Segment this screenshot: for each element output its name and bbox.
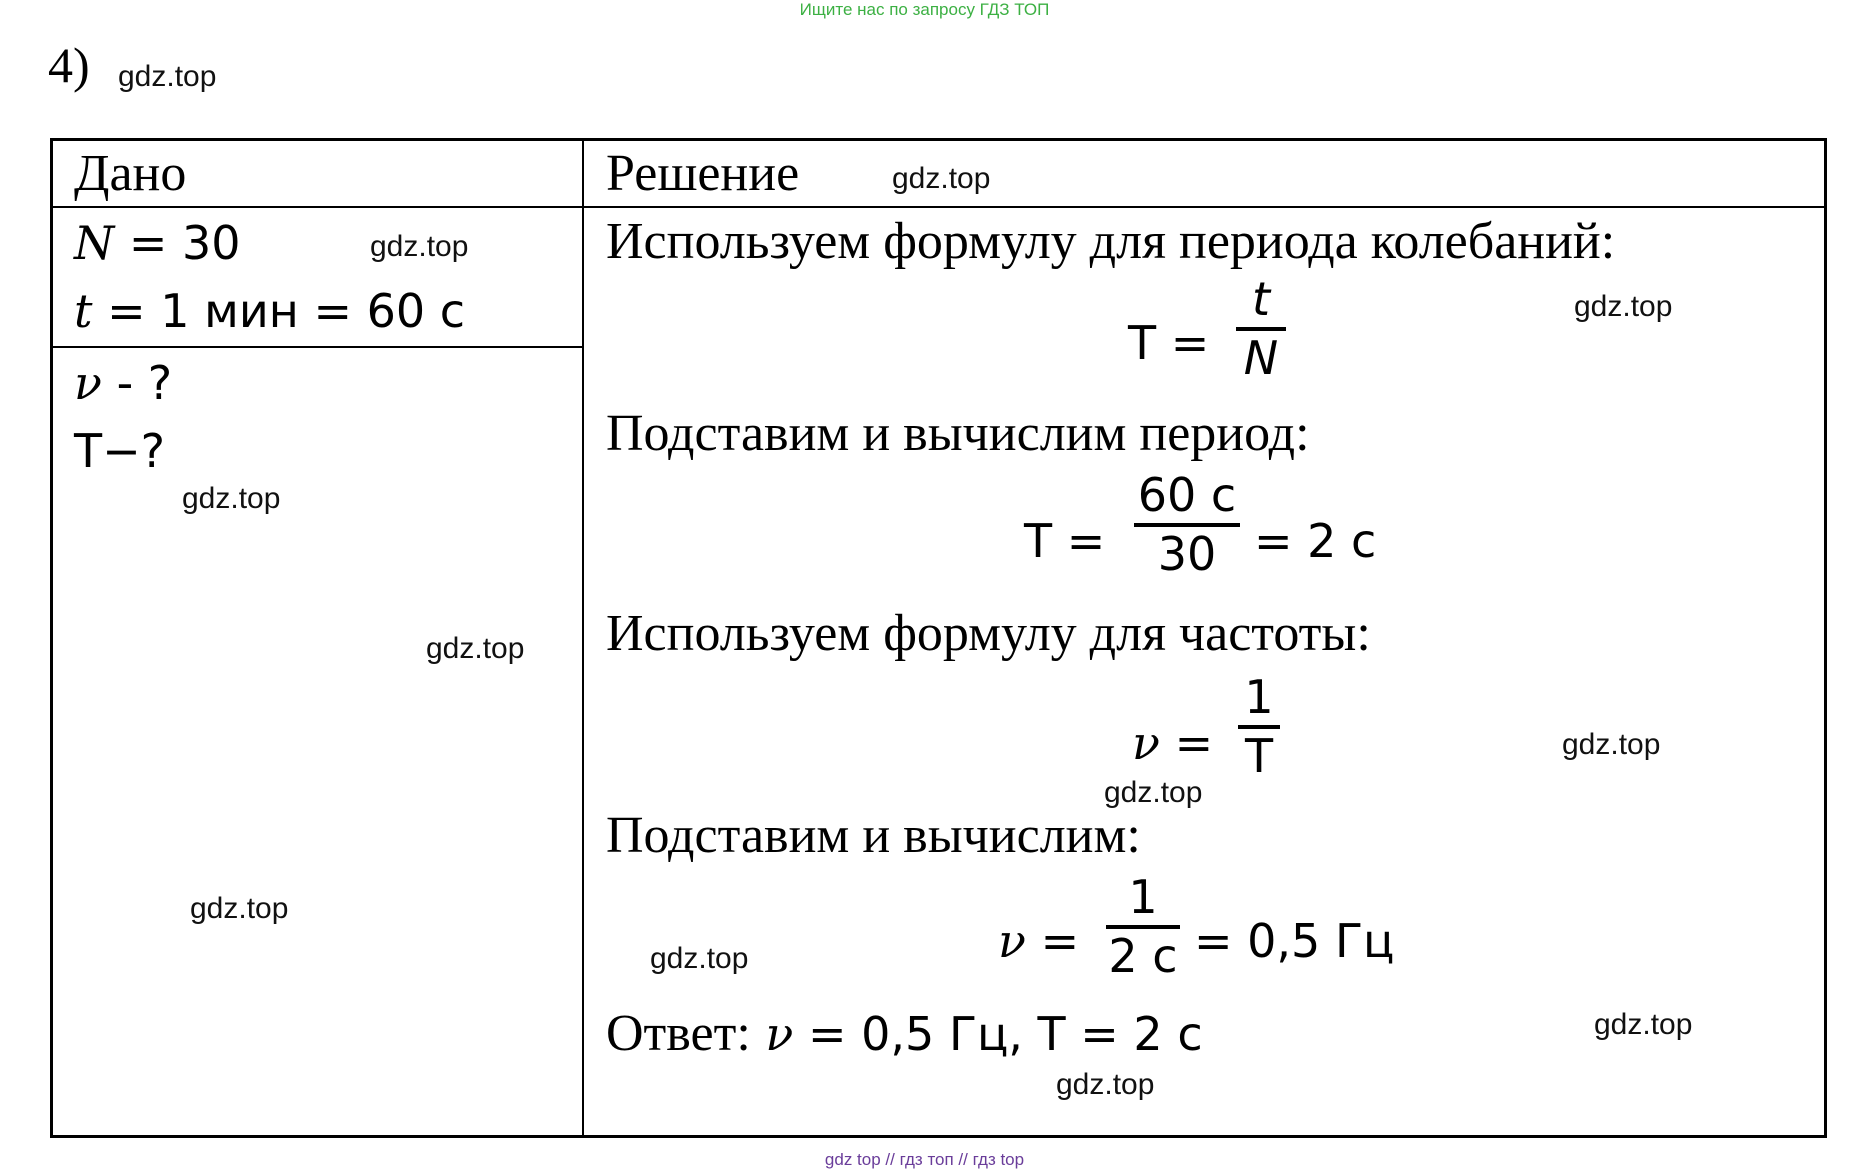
solution-line-4: Подставим и вычислим: [606, 807, 1141, 864]
table-header-divider [50, 206, 1827, 208]
fraction-bar [1134, 523, 1240, 527]
t-variable: t [74, 284, 93, 338]
formula-1-denominator: N [1243, 330, 1279, 385]
watermark: gdz.top [650, 942, 749, 975]
nu-variable: ν [765, 1007, 794, 1061]
watermark: gdz.top [370, 230, 469, 263]
formula-1-lhs: T = [1128, 316, 1210, 370]
equals-sign: = [1025, 914, 1080, 968]
table-left-border [50, 138, 53, 1138]
equals-sign: = [1159, 716, 1214, 770]
nu-variable: ν [1132, 716, 1160, 770]
solution-header: Решение [606, 145, 800, 202]
given-header: Дано [74, 145, 187, 202]
fraction-bar [1106, 925, 1180, 929]
table-bottom-border [50, 1135, 1827, 1138]
watermark: gdz.top [1574, 290, 1673, 323]
formula-4-denominator: 2 с [1108, 928, 1178, 983]
formula-4-lhs [998, 914, 1079, 968]
solution-line-3: Используем формулу для частоты: [606, 605, 1371, 662]
watermark: gdz.top [1594, 1008, 1693, 1041]
formula-3-numerator: 1 [1244, 670, 1274, 724]
formula-4-numerator: 1 [1128, 870, 1158, 924]
answer-label: Ответ: [606, 1005, 751, 1062]
formula-4-result: = 0,5 Гц [1194, 914, 1395, 968]
answer-values: = 0,5 Гц, T = 2 с [793, 1007, 1203, 1061]
given-n [74, 216, 241, 270]
fraction-bar [1236, 327, 1286, 331]
watermark: gdz.top [1104, 776, 1203, 809]
n-value: = 30 [114, 216, 241, 270]
formula-2-denominator: 30 [1157, 526, 1217, 581]
watermark: gdz.top [1056, 1068, 1155, 1101]
solution-line-2: Подставим и вычислим период: [606, 405, 1310, 462]
watermark: gdz.top [118, 60, 217, 93]
nu-variable: ν [998, 914, 1026, 968]
table-column-divider [582, 138, 584, 1138]
formula-2-numerator: 60 с [1137, 468, 1237, 522]
watermark: gdz.top [426, 632, 525, 665]
nu-question: - ? [101, 356, 173, 410]
nu-variable: ν [74, 356, 102, 410]
given-t [74, 284, 465, 338]
given-find-divider [50, 346, 583, 348]
watermark: gdz.top [1562, 728, 1661, 761]
table-right-border [1824, 138, 1827, 1138]
watermark: gdz.top [190, 892, 289, 925]
watermark: gdz.top [182, 482, 281, 515]
table-top-border [50, 138, 1827, 141]
formula-4-fraction [1106, 872, 1180, 981]
formula-3-lhs [1132, 716, 1213, 770]
formula-3-denominator: T [1244, 728, 1274, 783]
find-period: T−? [74, 424, 166, 478]
top-banner: Ищите нас по запросу ГДЗ ТОП [799, 0, 1050, 19]
watermark: gdz.top [892, 162, 991, 195]
fraction-bar [1238, 725, 1280, 729]
formula-2-lhs: T = [1024, 514, 1106, 568]
find-nu [74, 356, 172, 410]
bottom-banner: gdz top // гдз топ // гдз top [824, 1150, 1025, 1169]
t-value: = 1 мин = 60 с [92, 284, 466, 338]
answer-line [606, 1004, 1203, 1063]
formula-3-fraction [1238, 672, 1280, 781]
formula-1-fraction [1236, 274, 1286, 383]
solution-line-1: Используем формулу для периода колебаний: [606, 213, 1616, 270]
formula-2-result: = 2 с [1254, 514, 1377, 568]
formula-1-numerator: t [1251, 272, 1271, 326]
n-variable: N [74, 216, 115, 270]
formula-2-fraction [1134, 470, 1240, 579]
problem-number: 4) [48, 37, 90, 93]
